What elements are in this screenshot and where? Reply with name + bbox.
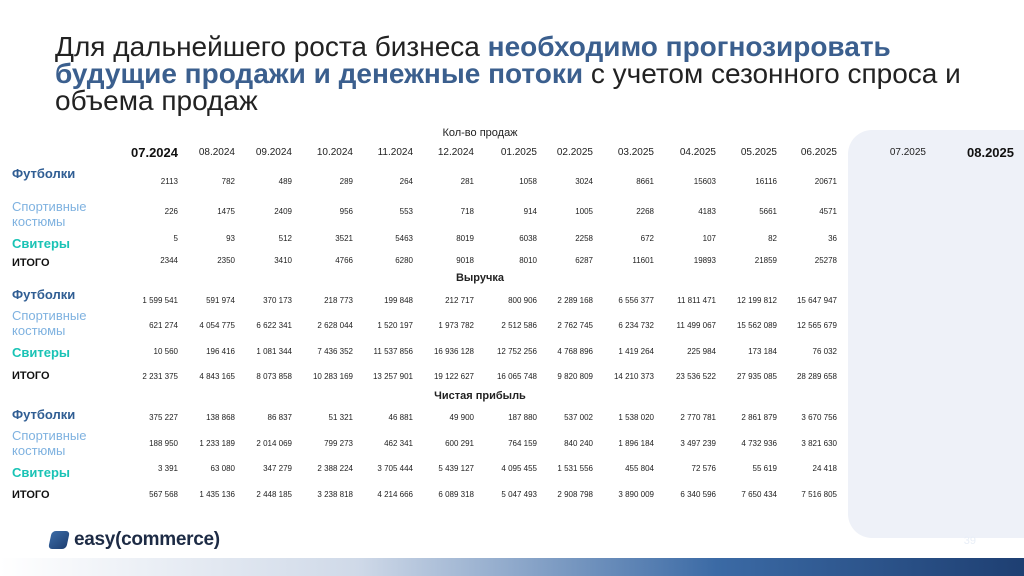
table-cell: 12 199 812 (736, 296, 777, 305)
table-cell: 4 095 455 (501, 464, 537, 473)
table-cell: 49 900 (449, 413, 474, 422)
table-cell: 15 647 947 (796, 296, 837, 305)
row-label-total: ИТОГО (12, 489, 50, 501)
table-cell: 86 837 (267, 413, 292, 422)
table-cell: 27 935 085 (736, 372, 777, 381)
table-cell: 4766 (335, 256, 353, 265)
table-cell: 1475 (217, 207, 235, 216)
table-cell: 9018 (456, 256, 474, 265)
table-cell: 2113 (160, 177, 178, 186)
table-cell: 23 536 522 (675, 372, 716, 381)
table-cell: 218 773 (324, 296, 353, 305)
table-cell: 4183 (698, 207, 716, 216)
table-cell: 591 974 (206, 296, 235, 305)
table-cell: 1 520 197 (377, 321, 413, 330)
table-cell: 1 531 556 (557, 464, 593, 473)
table-cell: 914 (523, 207, 537, 216)
table-cell: 15 562 089 (736, 321, 777, 330)
table-cell: 82 (768, 234, 777, 243)
table-cell: 1 973 782 (438, 321, 474, 330)
section-title: Выручка (455, 272, 505, 284)
row-label-tshirts: Футболки (12, 407, 76, 422)
table-cell: 6 622 341 (256, 321, 292, 330)
table-cell: 2350 (217, 256, 235, 265)
table-cell: 3 705 444 (377, 464, 413, 473)
table-cell: 7 650 434 (741, 490, 777, 499)
row-label-total: ИТОГО (12, 257, 50, 269)
table-cell: 11 811 471 (677, 296, 716, 305)
table-cell: 1 419 264 (618, 347, 654, 356)
table-cell: 2 014 069 (256, 439, 292, 448)
row-label-sweaters: Свитеры (12, 465, 71, 480)
table-cell: 1 599 541 (142, 296, 178, 305)
month-header: 01.2025 (500, 147, 537, 158)
month-header: 10.2024 (316, 147, 353, 158)
table-cell: 3024 (575, 177, 593, 186)
table-cell: 264 (399, 177, 413, 186)
table-cell: 187 880 (508, 413, 537, 422)
table-cell: 212 717 (445, 296, 474, 305)
table-cell: 20671 (814, 177, 837, 186)
slide-title (55, 33, 995, 114)
month-header: 06.2025 (800, 147, 837, 158)
table-cell: 2 628 044 (317, 321, 353, 330)
table-cell: 3 497 239 (680, 439, 716, 448)
row-label-sweaters: Свитеры (12, 345, 71, 360)
table-cell: 8019 (456, 234, 474, 243)
table-cell: 11601 (632, 256, 654, 265)
month-header: 02.2025 (556, 147, 593, 158)
table-cell: 5 439 127 (438, 464, 474, 473)
table-cell: 799 273 (324, 439, 353, 448)
title-highlight: необходимо прогнозировать будущие продажи и денежные потоки (55, 31, 891, 89)
table-cell: 2268 (636, 207, 654, 216)
month-header: 04.2025 (679, 147, 716, 158)
table-cell: 764 159 (508, 439, 537, 448)
table-cell: 1058 (519, 177, 537, 186)
table-cell: 537 002 (564, 413, 593, 422)
table-cell: 8010 (519, 256, 537, 265)
table-cell: 11 499 067 (676, 321, 716, 330)
table-cell: 2409 (274, 207, 292, 216)
forecast-panel (848, 130, 1024, 538)
row-label-tshirts: Футболки (12, 166, 76, 181)
table-cell: 225 984 (687, 347, 716, 356)
row-label-total: ИТОГО (12, 370, 50, 382)
section-title: Чистая прибыль (434, 390, 526, 402)
table-cell: 19893 (693, 256, 716, 265)
table-cell: 1 233 189 (199, 439, 235, 448)
month-header: 03.2025 (617, 147, 654, 158)
row-label-suits: Спортивные костюмы (12, 199, 87, 229)
table-cell: 347 279 (263, 464, 292, 473)
table-cell: 2 289 168 (557, 296, 593, 305)
row-label-suits: Спортивные костюмы (12, 428, 87, 458)
table-cell: 1005 (575, 207, 593, 216)
table-cell: 25278 (814, 256, 837, 265)
table-cell: 2344 (160, 256, 178, 265)
table-cell: 10 560 (153, 347, 178, 356)
table-cell: 600 291 (445, 439, 474, 448)
table-cell: 76 032 (812, 347, 837, 356)
table-cell: 16116 (755, 177, 777, 186)
table-cell: 3 670 756 (801, 413, 837, 422)
table-cell: 24 418 (812, 464, 837, 473)
title-part1: Для дальнейшего роста бизнеса (55, 31, 488, 62)
table-cell: 5 (173, 234, 178, 243)
table-cell: 55 619 (752, 464, 777, 473)
table-cell: 6280 (395, 256, 413, 265)
table-cell: 3 890 009 (618, 490, 654, 499)
table-cell: 10 283 169 (312, 372, 353, 381)
footer-bar (0, 558, 1024, 576)
table-cell: 782 (221, 177, 235, 186)
table-cell: 196 416 (206, 347, 235, 356)
table-cell: 4 732 936 (741, 439, 777, 448)
month-header: 11.2024 (377, 147, 413, 158)
row-label-tshirts: Футболки (12, 287, 76, 302)
table-cell: 173 184 (748, 347, 777, 356)
row-label-suits: Спортивные костюмы (12, 308, 87, 338)
table-cell: 3521 (335, 234, 353, 243)
table-cell: 3 238 818 (317, 490, 353, 499)
table-cell: 188 950 (149, 439, 178, 448)
section-title: Кол-во продаж (442, 127, 518, 139)
table-cell: 512 (278, 234, 292, 243)
table-cell: 5463 (395, 234, 413, 243)
table-cell: 51 321 (328, 413, 353, 422)
table-cell: 2 388 224 (317, 464, 353, 473)
table-cell: 107 (702, 234, 716, 243)
month-header: 05.2025 (740, 147, 777, 158)
table-cell: 3 391 (157, 464, 178, 473)
table-cell: 28 289 658 (796, 372, 837, 381)
table-cell: 672 (640, 234, 654, 243)
month-header: 07.2024 (131, 145, 178, 160)
table-cell: 16 936 128 (433, 347, 474, 356)
table-cell: 8 073 858 (256, 372, 292, 381)
table-cell: 7 436 352 (317, 347, 353, 356)
table-cell: 455 804 (625, 464, 654, 473)
table-cell: 370 173 (263, 296, 292, 305)
table-cell: 1 538 020 (618, 413, 654, 422)
table-cell: 553 (399, 207, 413, 216)
table-cell: 4 214 666 (377, 490, 413, 499)
table-cell: 489 (278, 177, 292, 186)
table-cell: 13 257 901 (372, 372, 413, 381)
month-header: 08.2024 (198, 147, 235, 158)
table-cell: 281 (460, 177, 474, 186)
forecast-month-header: 07.2025 (889, 147, 926, 158)
table-cell: 36 (828, 234, 837, 243)
table-cell: 8661 (636, 177, 654, 186)
table-cell: 6038 (519, 234, 537, 243)
table-cell: 16 065 748 (496, 372, 537, 381)
table-cell: 289 (339, 177, 353, 186)
table-cell: 800 906 (508, 296, 537, 305)
table-cell: 3 821 630 (801, 439, 837, 448)
table-cell: 72 576 (691, 464, 716, 473)
table-cell: 1 896 184 (618, 439, 654, 448)
table-cell: 11 537 856 (373, 347, 413, 356)
table-cell: 4 843 165 (199, 372, 235, 381)
table-cell: 6287 (575, 256, 593, 265)
table-cell: 1 081 344 (256, 347, 292, 356)
logo-mark-icon (48, 531, 70, 549)
table-cell: 9 820 809 (557, 372, 593, 381)
table-cell: 718 (460, 207, 474, 216)
table-cell: 3410 (274, 256, 292, 265)
table-cell: 2 231 375 (142, 372, 178, 381)
logo-text: easy(commerce) (74, 529, 220, 550)
table-cell: 46 881 (388, 413, 413, 422)
table-cell: 2 762 745 (557, 321, 593, 330)
table-cell: 2 512 586 (501, 321, 537, 330)
forecast-month-header: 08.2025 (967, 145, 1014, 160)
table-cell: 621 274 (149, 321, 178, 330)
table-cell: 4 054 775 (199, 321, 235, 330)
title-part2: с учетом сезонного спроса и объема продаж (55, 58, 961, 116)
table-cell: 21859 (754, 256, 777, 265)
table-cell: 956 (339, 207, 353, 216)
table-cell: 6 234 732 (618, 321, 654, 330)
table-cell: 4 768 896 (557, 347, 593, 356)
table-cell: 12 565 679 (796, 321, 837, 330)
table-cell: 226 (164, 207, 178, 216)
table-cell: 567 568 (149, 490, 178, 499)
table-cell: 15603 (693, 177, 716, 186)
table-cell: 14 210 373 (613, 372, 654, 381)
table-cell: 93 (226, 234, 235, 243)
table-cell: 12 752 256 (496, 347, 537, 356)
table-cell: 138 868 (206, 413, 235, 422)
table-cell: 6 089 318 (438, 490, 474, 499)
page-number: 39 (963, 535, 976, 547)
table-cell: 2 908 798 (557, 490, 593, 499)
table-cell: 375 227 (149, 413, 178, 422)
month-header: 09.2024 (255, 147, 292, 158)
table-cell: 199 848 (384, 296, 413, 305)
table-cell: 19 122 627 (433, 372, 474, 381)
table-cell: 5661 (759, 207, 777, 216)
table-cell: 2258 (575, 234, 593, 243)
table-cell: 2 861 879 (741, 413, 777, 422)
table-cell: 462 341 (384, 439, 413, 448)
table-cell: 2 770 781 (680, 413, 716, 422)
table-cell: 840 240 (564, 439, 593, 448)
table-cell: 4571 (819, 207, 837, 216)
row-label-sweaters: Свитеры (12, 236, 71, 251)
table-cell: 2 448 185 (256, 490, 292, 499)
table-cell: 7 516 805 (801, 490, 837, 499)
company-logo (50, 526, 220, 554)
table-cell: 5 047 493 (501, 490, 537, 499)
table-cell: 63 080 (210, 464, 235, 473)
table-cell: 6 556 377 (618, 296, 654, 305)
table-cell: 1 435 136 (199, 490, 235, 499)
table-cell: 6 340 596 (680, 490, 716, 499)
month-header: 12.2024 (437, 147, 474, 158)
